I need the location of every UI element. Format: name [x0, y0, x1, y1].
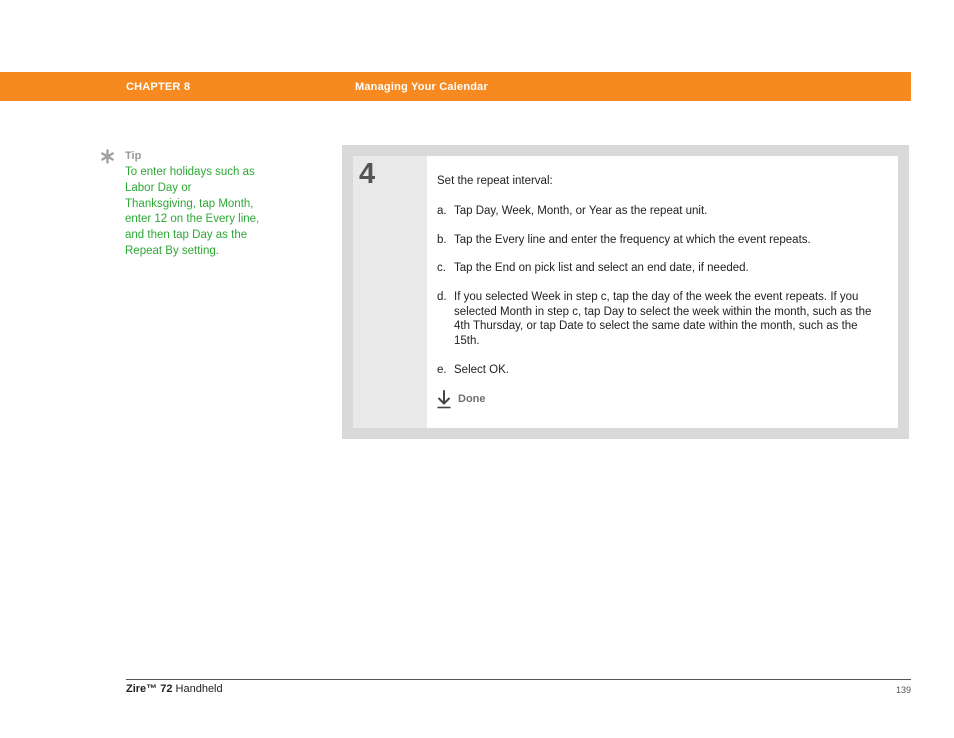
- step-item-c: [437, 261, 887, 276]
- step-item-d: [437, 290, 883, 348]
- step-item-text: Tap the Every line and enter the frequency at which the event repeats.: [454, 234, 811, 246]
- step-item-a: [437, 204, 887, 219]
- step-item-text: Tap the End on pick list and select an end date, if needed.: [454, 262, 749, 274]
- asterisk-icon: [100, 149, 115, 164]
- step-item-text: Select OK.: [454, 364, 509, 376]
- step-intro: Set the repeat interval:: [437, 175, 553, 187]
- page-number: 139: [895, 685, 911, 695]
- step-item-text: Tap Day, Week, Month, or Year as the repeat unit.: [454, 205, 708, 217]
- done-label: Done: [458, 393, 486, 405]
- step-item-text: If you selected Week in step c, tap the day of the week the event repeats. If you selected Month in step c, tap Day to select the week within the month, such as the 4th Thursday, or tap Date to select the same date within the month, such as the 15th.: [454, 291, 872, 347]
- product-name-rest: Handheld: [172, 683, 223, 695]
- step-item-letter: e.: [437, 364, 447, 376]
- down-arrow-icon: [437, 390, 451, 409]
- step-item-letter: a.: [437, 205, 447, 217]
- step-item-letter: c.: [437, 262, 446, 274]
- step-content: [427, 156, 898, 428]
- chapter-header-bar: [0, 72, 911, 101]
- step-item-e: [437, 363, 887, 378]
- step-number-column: [353, 156, 427, 428]
- footer-divider: [126, 679, 911, 680]
- product-name-bold: Zire™ 72: [126, 683, 173, 695]
- tip-text: To enter holidays such as Labor Day or Thanksgiving, tap Month, enter 12 on the Every line, and then tap Day as the Repeat By setting.: [125, 166, 260, 257]
- chapter-title: Managing Your Calendar: [355, 81, 488, 93]
- tip-heading: Tip: [125, 150, 142, 162]
- step-item-b: [437, 233, 887, 248]
- chapter-number: CHAPTER 8: [126, 81, 191, 93]
- step-box: [342, 145, 909, 439]
- step-number: 4: [359, 158, 376, 190]
- footer-product-name: [126, 683, 223, 695]
- step-item-letter: d.: [437, 291, 447, 303]
- step-item-letter: b.: [437, 234, 447, 246]
